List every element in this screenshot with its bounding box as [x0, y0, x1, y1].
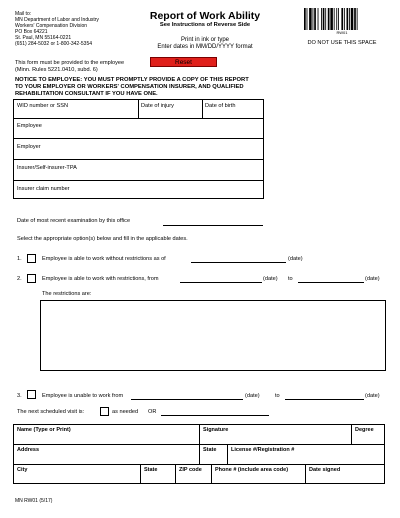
name-cell[interactable]	[14, 425, 200, 445]
barcode-bar	[347, 8, 349, 30]
sig-row-3	[14, 465, 384, 484]
claim-row[interactable]	[14, 181, 263, 199]
option-1-number: 1.	[17, 256, 22, 262]
as-needed-checkbox[interactable]	[100, 407, 109, 416]
barcode-bar	[328, 8, 330, 30]
date-signed-cell[interactable]	[306, 465, 386, 484]
option-1-text: Employee is able to work without restrictions as of	[42, 256, 166, 262]
mail-to-block	[15, 11, 99, 47]
form-title: Report of Work Ability	[149, 10, 261, 22]
barcode-text: RW01	[336, 30, 348, 35]
as-needed-label: as needed	[112, 409, 139, 415]
barcode-bar	[325, 8, 326, 30]
state-cell[interactable]	[200, 445, 228, 465]
select-instruction: Select the appropriate option(s) below and fill in the applicable dates.	[17, 236, 188, 242]
option-3-checkbox[interactable]	[27, 390, 36, 399]
barcode-bar	[309, 8, 312, 30]
id-row-top	[14, 100, 263, 119]
option-3-to-label: to	[275, 393, 280, 399]
option-2-to-date-label: (date)	[365, 276, 380, 282]
print-note: Print in ink or type	[180, 37, 230, 43]
address-label: Address	[17, 447, 40, 453]
employer-label: Employer	[17, 144, 41, 150]
option-2-from-date-label: (date)	[263, 276, 278, 282]
do-not-use-note: DO NOT USE THIS SPACE	[307, 40, 377, 46]
barcode-bar	[314, 8, 316, 30]
restrictions-textarea[interactable]	[40, 300, 386, 371]
option-3-from-date-label: (date)	[245, 393, 260, 399]
barcode-bar	[304, 8, 306, 30]
zip-label: ZIP code	[179, 467, 202, 473]
barcode-bar	[351, 8, 354, 30]
option-2-number: 2.	[17, 276, 22, 282]
address-cell[interactable]	[14, 445, 200, 465]
notice-to-employee	[15, 77, 249, 97]
injury-date-label: Date of injury	[141, 103, 174, 109]
option-3-number: 3.	[17, 393, 22, 399]
provide-note-rule: (Minn. Rules 5221.0410, subd. 6)	[15, 66, 98, 73]
option-1-date-label: (date)	[288, 256, 303, 262]
next-visit-date-field[interactable]	[161, 415, 269, 416]
name-label: Name (Type or Print)	[17, 427, 71, 433]
wid-label: WID number or SSN	[17, 103, 68, 109]
option-2-to-label: to	[288, 276, 293, 282]
phone-cell[interactable]	[212, 465, 306, 484]
provide-note	[15, 60, 124, 73]
barcode-bar	[354, 8, 356, 30]
insurer-row[interactable]	[14, 160, 263, 181]
barcode-bar	[341, 8, 343, 30]
employee-label: Employee	[17, 123, 42, 129]
or-label: OR	[148, 409, 157, 415]
barcode-icon	[303, 8, 381, 30]
option-1-checkbox[interactable]	[27, 254, 36, 263]
employer-row[interactable]	[14, 139, 263, 160]
form-number-footer: MN RW01 (5/17)	[15, 498, 53, 504]
barcode-bar	[349, 8, 350, 30]
option-3-text: Employee is unable to work from	[42, 393, 124, 399]
divider	[138, 100, 139, 119]
claim-number-label: Insurer claim number	[17, 186, 70, 192]
mail-to-line: PO Box 64221	[15, 29, 48, 35]
barcode-bar	[323, 8, 325, 30]
date-signed-label: Date signed	[309, 467, 341, 473]
license-cell[interactable]	[228, 445, 386, 465]
notice-line: NOTICE TO EMPLOYEE: YOU MUST PROMPTLY PROVIDE A COPY OF THIS REPORT	[15, 77, 249, 83]
barcode-bar	[336, 8, 337, 30]
city-label: City	[17, 467, 28, 473]
provide-note-line: This form must be provided to the employee	[15, 60, 125, 66]
barcode-bar	[330, 8, 333, 30]
degree-label: Degree	[355, 427, 374, 433]
option-3-to-field[interactable]	[285, 399, 364, 400]
reset-button[interactable]: Reset	[150, 57, 217, 67]
degree-cell[interactable]	[352, 425, 386, 445]
zip-cell[interactable]	[176, 465, 212, 484]
insurer-label: Insurer/Self-insurer-TPA	[17, 165, 77, 171]
sig-row-2	[14, 445, 384, 465]
notice-line: REHABILITATION CONSULTANT IF YOU HAVE ONE.	[15, 90, 158, 97]
phone-label: Phone # (include area code)	[215, 467, 289, 473]
barcode	[303, 8, 381, 30]
option-2-to-field[interactable]	[298, 282, 364, 283]
state-label: State	[203, 447, 217, 453]
option-2-from-field[interactable]	[180, 282, 262, 283]
barcode-bar	[307, 8, 308, 30]
identification-table	[13, 99, 264, 199]
employee-row[interactable]	[14, 119, 263, 139]
barcode-bar	[334, 8, 335, 30]
next-visit-label: The next scheduled visit is:	[17, 409, 85, 415]
barcode-bar	[321, 8, 322, 30]
mail-to-line: Mail to:	[15, 11, 32, 17]
state-2-cell[interactable]	[141, 465, 176, 484]
barcode-bar	[318, 8, 319, 30]
mail-to-line: St. Paul, MN 55164-0221	[15, 35, 72, 41]
option-3-from-field[interactable]	[131, 399, 243, 400]
sig-row-1	[14, 425, 384, 445]
birth-date-label: Date of birth	[205, 103, 236, 109]
exam-date-label: Date of most recent examination by this office	[17, 218, 131, 224]
barcode-bar	[357, 8, 358, 30]
barcode-bar	[338, 8, 339, 30]
signature-cell[interactable]	[200, 425, 352, 445]
option-3-to-date-label: (date)	[365, 393, 380, 399]
exam-date-field[interactable]	[163, 225, 263, 226]
restrictions-label: The restrictions are:	[42, 291, 92, 297]
city-cell[interactable]	[14, 465, 141, 484]
date-format-note: Enter dates in MM/DD/YYYY format	[157, 44, 253, 50]
notice-line: TO YOUR EMPLOYER OR WORKERS' COMPENSATION INSURER, AND QUALIFIED	[15, 83, 244, 90]
provider-signature-table	[13, 424, 385, 484]
option-2-text: Employee is able to work with restrictions, from	[42, 276, 159, 282]
option-2-checkbox[interactable]	[27, 274, 36, 283]
signature-label: Signature	[203, 427, 229, 433]
divider	[202, 100, 203, 119]
barcode-bar	[344, 8, 345, 30]
form-subtitle: See Instructions of Reverse Side	[159, 22, 251, 28]
mail-to-line: (651) 284-5032 or 1-800-342-5354	[15, 41, 92, 47]
option-1-date-field[interactable]	[191, 262, 286, 263]
license-label: License #/Registration #	[231, 447, 295, 453]
barcode-bar	[313, 8, 314, 30]
mail-to-line: Workers' Compensation Division	[15, 23, 87, 29]
state-2-label: State	[144, 467, 158, 473]
mail-to-line: MN Department of Labor and Industry	[15, 17, 99, 23]
